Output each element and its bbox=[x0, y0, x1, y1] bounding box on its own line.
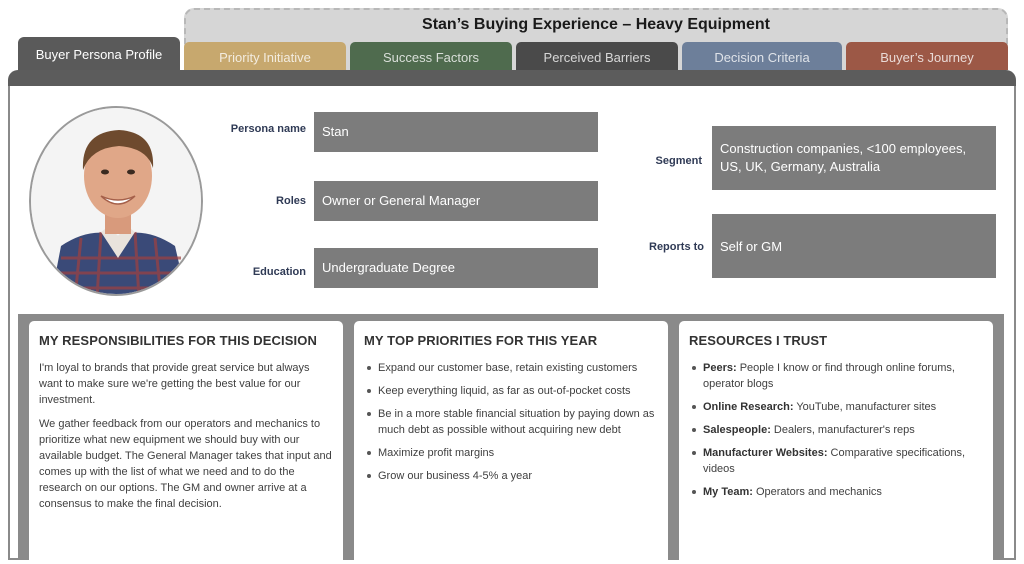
resources-title: RESOURCES I TRUST bbox=[689, 333, 828, 348]
page-title: Stan’s Buying Experience – Heavy Equipment bbox=[422, 16, 770, 33]
priorities-list bbox=[364, 360, 658, 484]
persona-name-field: Stan bbox=[314, 112, 598, 152]
persona-avatar bbox=[29, 106, 203, 296]
resources-list bbox=[689, 360, 983, 500]
roles-field: Owner or General Manager bbox=[314, 181, 598, 221]
tab-priority-initiative[interactable]: Priority Initiative bbox=[184, 42, 346, 70]
person-photo-icon bbox=[31, 108, 203, 296]
reports-to-field: Self or GM bbox=[712, 214, 996, 278]
list-item: Be in a more stable financial situation by paying down as much debt as possible without acquiring new debt bbox=[364, 406, 658, 438]
list-item bbox=[689, 360, 983, 392]
education-field: Undergraduate Degree bbox=[314, 248, 598, 288]
segment-field: Construction companies, <100 employees, US, UK, Germany, Australia bbox=[712, 126, 996, 190]
list-item: Grow our business 4-5% a year bbox=[364, 468, 658, 484]
resource-text: Dealers, manufacturer's reps bbox=[770, 424, 915, 436]
reports-to-label: Reports to bbox=[649, 241, 704, 253]
tab-buyers-journey[interactable]: Buyer’s Journey bbox=[846, 42, 1008, 70]
responsibilities-title: MY RESPONSIBILITIES FOR THIS DECISION bbox=[39, 333, 317, 348]
resource-text: Comparative specifications, videos bbox=[703, 447, 966, 475]
responsibilities-paragraph: I'm loyal to brands that provide great service but always want to make sure we're getting the best value for our investment. bbox=[39, 362, 310, 406]
resource-text: YouTube, manufacturer sites bbox=[793, 401, 937, 413]
resources-card bbox=[679, 321, 993, 560]
resource-label: Online Research: bbox=[703, 401, 794, 413]
resource-label: My Team: bbox=[703, 486, 753, 498]
persona-name-label: Persona name bbox=[230, 123, 306, 135]
resource-text: People I know or find through online forums, operator blogs bbox=[703, 362, 955, 390]
responsibilities-paragraph: We gather feedback from our operators and mechanics to prioritize what new equipment we should buy with our available budget. The General Manager takes that input and comes up with the list of what we need and to do the research on our options. The GM and owner arrive at a consensus to make the final decision. bbox=[39, 418, 332, 510]
list-item bbox=[689, 484, 983, 500]
roles-label: Roles bbox=[276, 195, 306, 207]
resource-label: Manufacturer Websites: bbox=[703, 447, 828, 459]
tab-success-factors[interactable]: Success Factors bbox=[350, 42, 512, 70]
list-item: Keep everything liquid, as far as out-of-pocket costs bbox=[364, 383, 658, 399]
segment-label: Segment bbox=[655, 155, 702, 167]
resource-label: Salespeople: bbox=[703, 424, 771, 436]
list-item bbox=[689, 422, 983, 438]
list-item bbox=[689, 399, 983, 415]
list-item bbox=[689, 445, 983, 477]
tab-decision-criteria[interactable]: Decision Criteria bbox=[682, 42, 842, 70]
priorities-title: MY TOP PRIORITIES FOR THIS YEAR bbox=[364, 333, 598, 348]
resource-text: Operators and mechanics bbox=[752, 486, 882, 498]
education-label: Education bbox=[252, 266, 306, 278]
priorities-card bbox=[354, 321, 668, 560]
tab-buyer-persona-profile[interactable]: Buyer Persona Profile bbox=[18, 37, 180, 73]
list-item: Expand our customer base, retain existing customers bbox=[364, 360, 658, 376]
list-item: Maximize profit margins bbox=[364, 445, 658, 461]
responsibilities-card bbox=[29, 321, 343, 560]
tab-perceived-barriers[interactable]: Perceived Barriers bbox=[516, 42, 678, 70]
resource-label: Peers: bbox=[703, 362, 737, 374]
